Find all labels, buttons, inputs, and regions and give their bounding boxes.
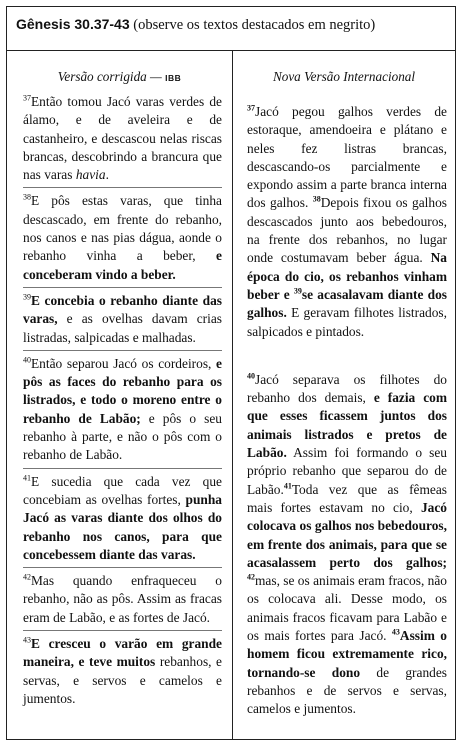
verse-number: 40 — [23, 355, 31, 365]
highlighted-text: se acasalavam diante dos galhos. — [247, 286, 447, 321]
italic-text: havia — [75, 167, 106, 183]
verse-number: 39 — [293, 286, 302, 296]
verse-number: 43 — [391, 627, 400, 637]
verse-number: 38 — [23, 193, 31, 203]
verse-text: Então tomou Jacó varas verdes de álamo, e de aveleira e de castanheiro, e descascou nelas riscas brancas, descobrindo a brancura que nas varas — [23, 94, 222, 183]
verse — [23, 572, 222, 631]
version-name: Versão corrigida — — [57, 69, 166, 84]
verse-text: Jacó separava os filhotes do rebanho dos demais, — [247, 371, 447, 406]
verse — [23, 192, 222, 287]
table-header — [7, 7, 455, 51]
verse-text: Então separou Jacó os cordeiros, — [31, 355, 217, 371]
verse-text: E pôs estas varas, que tinha descascado, em frente do rebanho, nos canos e nas pias dágua, aonde o rebanho vinha a beber, — [23, 193, 222, 264]
left-column — [7, 51, 232, 739]
verse-number: 40 — [247, 371, 255, 381]
verse-number: 42 — [23, 572, 31, 582]
verse-text: E sucedia que cada vez que concebiam as ovelhas fortes, — [23, 473, 222, 507]
passage-reference: Gênesis 30.37-43 — [16, 16, 130, 32]
verse-number: 42 — [247, 572, 255, 582]
verse — [23, 473, 222, 568]
verse — [23, 355, 222, 469]
spacer — [247, 93, 447, 103]
verse-number: 38 — [312, 195, 321, 205]
highlighted-text: e pôs as faces do rebanho para os listrados, e todo o moreno entre o rebanho de Labão; — [23, 355, 222, 426]
highlighted-text: e conceberam vindo a beber. — [23, 248, 222, 282]
verse-text: . — [105, 167, 109, 183]
verse-text: Mas quando enfraqueceu o rebanho, não as pôs. Assim as fracas eram de Labão, e as fortes de Jacó. — [23, 573, 222, 625]
verse-text: rebanhos, e servas, e servos e camelos e jumentos. — [23, 654, 222, 706]
verse-number: 37 — [23, 93, 31, 103]
verse-number: 41 — [23, 473, 31, 483]
highlighted-text: Na época do cio, os rebanhos vinham beber e — [247, 250, 447, 302]
right-column-text — [233, 93, 455, 719]
verse-text: Depois fixou os galhos descascados junto aos bebedouros, na frente dos rebanhos, no lugar onde costumavam beber água. — [247, 195, 447, 266]
header-note: (observe os textos destacados em negrito) — [129, 17, 376, 33]
verse-number: 37 — [247, 103, 255, 113]
verse-number: 41 — [283, 481, 292, 491]
verse-text: mas, se os animais eram fracos, não os colocava ali. Desse modo, os animais fracos ficavam para Labão e os mais fortes para Jacó. — [247, 573, 447, 644]
verse-text: Assim foi formando o seu próprio rebanho que separou do de Labão. — [247, 445, 447, 497]
verse-text: e pôs o seu rebanho à parte, e não o pôs com o rebanho de Labão. — [23, 410, 222, 463]
columns — [7, 51, 455, 739]
paragraph — [247, 103, 447, 341]
verse-text: Toda vez que as fêmeas mais fortes estavam no cio, — [247, 481, 447, 515]
highlighted-text: Jacó colocava os galhos nos bebedouros, em frente dos animais, para que se acasalassem perto dos galhos; — [247, 499, 447, 570]
verse — [23, 635, 222, 711]
highlighted-text: e fazia com que esses ficassem juntos dos animais listrados e pretos de Labão. — [247, 390, 447, 461]
verse — [23, 93, 222, 188]
verse-text: de grandes rebanhos e de servos e servas, camelos e jumentos. — [247, 664, 447, 717]
highlighted-text: punha Jacó as varas diante dos olhos do rebanho nos canos, para que concebessem diante das varas. — [23, 491, 222, 562]
spacer — [247, 341, 447, 371]
verse-number: 39 — [23, 292, 31, 302]
comparison-table — [6, 6, 456, 740]
left-column-title — [7, 51, 232, 93]
left-column-text — [7, 93, 232, 711]
paragraph — [247, 371, 447, 719]
version-tag: IBB — [165, 73, 182, 83]
verse-text: Jacó pegou galhos verdes de estoraque, amendoeira e plátano e neles fez listras brancas, descascando-os parcialmente e expondo assim a parte branca interna dos galhos. — [247, 104, 447, 211]
right-column — [233, 51, 455, 739]
verse — [23, 292, 222, 351]
verse-text: e as ovelhas davam crias listradas, salpicadas e malhadas. — [23, 311, 222, 345]
highlighted-text: E cresceu o varão em grande maneira, e teve muitos — [23, 636, 222, 670]
verse-number: 43 — [23, 635, 31, 645]
verse-text: E geravam filhotes listrados, salpicados e pintados. — [247, 305, 447, 339]
highlighted-text: E concebia o rebanho diante das varas, — [23, 292, 222, 327]
highlighted-text: Assim o homem ficou extremamente rico, tornando-se dono — [247, 628, 447, 680]
right-column-title: Nova Versão Internacional — [272, 69, 416, 84]
